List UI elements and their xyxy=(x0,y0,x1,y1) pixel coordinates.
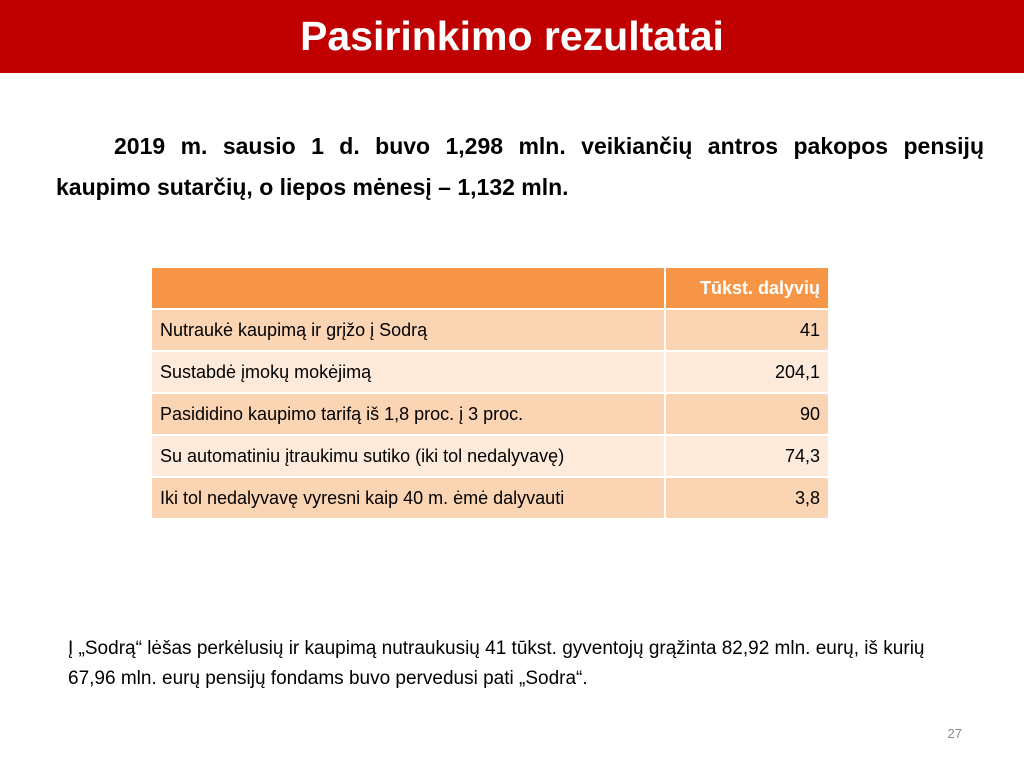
row-label: Su automatiniu įtraukimu sutiko (iki tol nedalyvavę) xyxy=(151,435,665,477)
row-label: Nutraukė kaupimą ir grįžo į Sodrą xyxy=(151,309,665,351)
row-value: 3,8 xyxy=(665,477,829,519)
header-cell-label xyxy=(151,267,665,309)
header-cell-participants: Tūkst. dalyvių xyxy=(665,267,829,309)
row-label: Iki tol nedalyvavę vyresni kaip 40 m. ėmė dalyvauti xyxy=(151,477,665,519)
intro-paragraph: 2019 m. sausio 1 d. buvo 1,298 mln. veikiančių antros pakopos pensijų kaupimo sutarčių, o liepos mėnesį – 1,132 mln. xyxy=(56,133,984,200)
table-header-row xyxy=(151,267,829,309)
footnote-paragraph: Į „Sodrą“ lėšas perkėlusių ir kaupimą nutraukusių 41 tūkst. gyventojų grąžinta 82,92 mln. eurų, iš kurių 67,96 mln. eurų pensijų fondams buvo pervedusi pati „Sodra“. xyxy=(68,638,925,689)
table-row xyxy=(151,393,829,435)
row-label: Pasididino kaupimo tarifą iš 1,8 proc. į 3 proc. xyxy=(151,393,665,435)
row-value: 204,1 xyxy=(665,351,829,393)
slide-title: Pasirinkimo rezultatai xyxy=(300,13,724,59)
results-table xyxy=(150,266,830,520)
table-row xyxy=(151,309,829,351)
row-value: 74,3 xyxy=(665,435,829,477)
table-row xyxy=(151,351,829,393)
table-row xyxy=(151,435,829,477)
row-label: Sustabdė įmokų mokėjimą xyxy=(151,351,665,393)
row-value: 90 xyxy=(665,393,829,435)
row-value: 41 xyxy=(665,309,829,351)
slide-number: 27 xyxy=(947,726,962,741)
table-row xyxy=(151,477,829,519)
